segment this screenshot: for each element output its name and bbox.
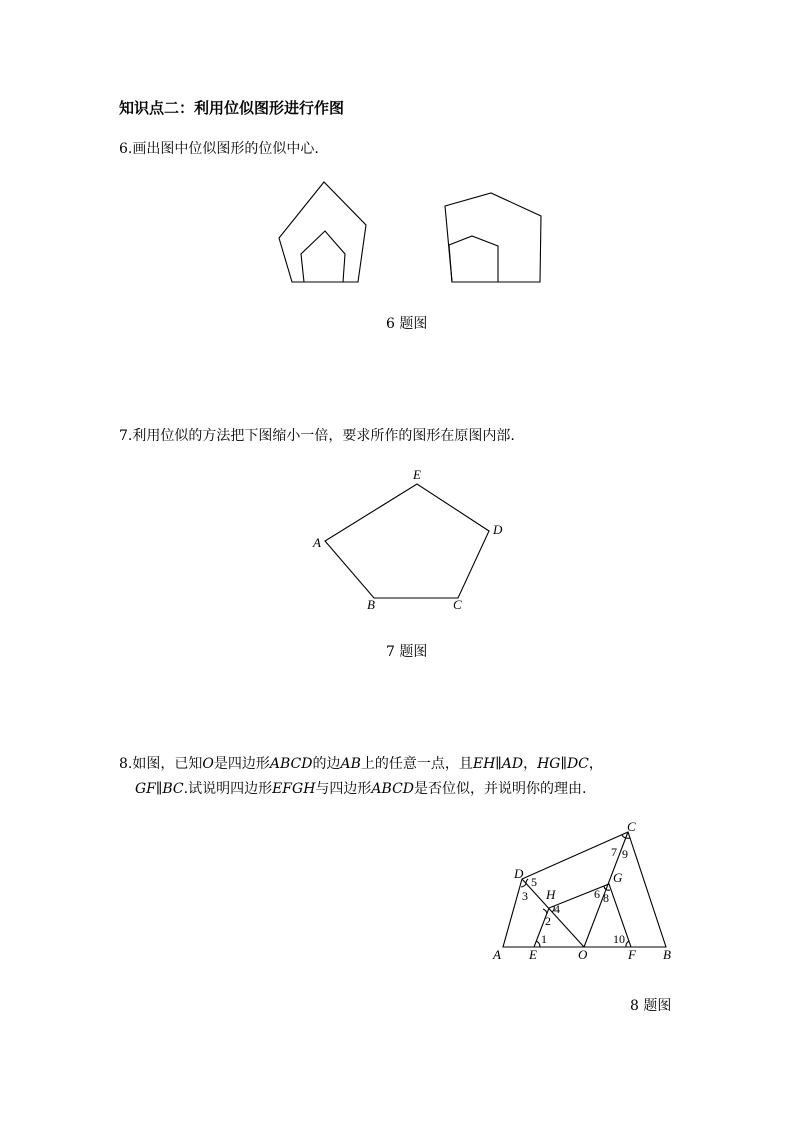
question-7-text: 7.利用位似的方法把下图缩小一倍，要求所作的图形在原图内部. [119, 428, 515, 444]
q8-prefix: 8.如图，已知 [119, 756, 203, 772]
q8-comma1: ， [523, 756, 538, 772]
fig8-angle-3: 3 [522, 889, 528, 903]
q8-comma2: ， [588, 756, 603, 772]
fig8-angle-10: 10 [613, 932, 625, 946]
fig6-right-outer-shape [445, 193, 541, 282]
question-6-text: 6.画出图中位似图形的位似中心. [119, 141, 319, 157]
fig8-angle-arc-3 [521, 884, 526, 887]
question-7-caption: 7 题图 [386, 644, 428, 660]
fig8-angle-arc-7 [622, 835, 626, 838]
fig8-label-f: F [628, 947, 636, 962]
fig8-angle-5: 5 [531, 875, 537, 889]
q8-mid5: 与四边形 [315, 781, 372, 797]
fig7-pentagon-abcde [325, 484, 489, 598]
fig8-angle-7: 7 [611, 845, 617, 859]
fig6-left-inner-pentagon [301, 231, 345, 282]
fig8-label-b: B [663, 947, 671, 962]
q8-mid1: 是四边形 [213, 756, 270, 772]
fig7-label-d: D [493, 522, 503, 537]
q8-quad-abcd-2: ABCD [371, 781, 415, 797]
q8-tail: 是否位似，并说明你的理由. [414, 781, 587, 797]
section-heading: 知识点二：利用位似图形进行作图 [119, 99, 345, 117]
fig8-angle-9: 9 [622, 847, 628, 861]
fig8-label-c: C [627, 819, 636, 834]
fig8-label-h: H [546, 887, 556, 902]
q8-mid2: 的边 [312, 756, 341, 772]
fig8-angle-2: 2 [545, 914, 551, 928]
fig8-angle-arc-5 [526, 879, 528, 884]
fig8-angle-1: 1 [541, 932, 547, 946]
q8-quad-abcd: ABCD [269, 756, 313, 772]
fig7-label-a: A [313, 535, 321, 550]
fig8-angle-6: 6 [594, 887, 600, 901]
q8-cond-hg-dc: HG∥DC [537, 756, 589, 772]
q8-cond-gf-bc: GF∥BC [135, 781, 184, 797]
fig8-label-g: G [613, 870, 623, 885]
fig8-angle-4: 4 [554, 902, 560, 916]
fig8-label-a: A [493, 947, 501, 962]
fig8-label-o: O [578, 947, 588, 962]
fig7-label-e: E [413, 467, 421, 482]
fig8-label-d: D [514, 866, 524, 881]
question-6-caption: 6 题图 [386, 316, 428, 332]
fig7-label-c: C [453, 597, 462, 612]
fig6-right-inner-shape [449, 236, 498, 282]
q8-cond-eh-ad: EH∥AD [472, 756, 524, 772]
question-8-caption: 8 题图 [630, 998, 672, 1014]
q8-mid3: 上的任意一点，且 [360, 756, 473, 772]
fig6-left-outer-pentagon [279, 182, 366, 282]
q8-quad-efgh: EFGH [272, 781, 316, 797]
q8-point-o: O [202, 756, 214, 772]
fig8-label-e: E [529, 947, 537, 962]
fig7-label-b: B [367, 597, 375, 612]
q8-side-ab: AB [340, 756, 361, 772]
q8-mid4: .试说明四边形 [183, 781, 273, 797]
fig8-angle-8: 8 [603, 891, 609, 905]
